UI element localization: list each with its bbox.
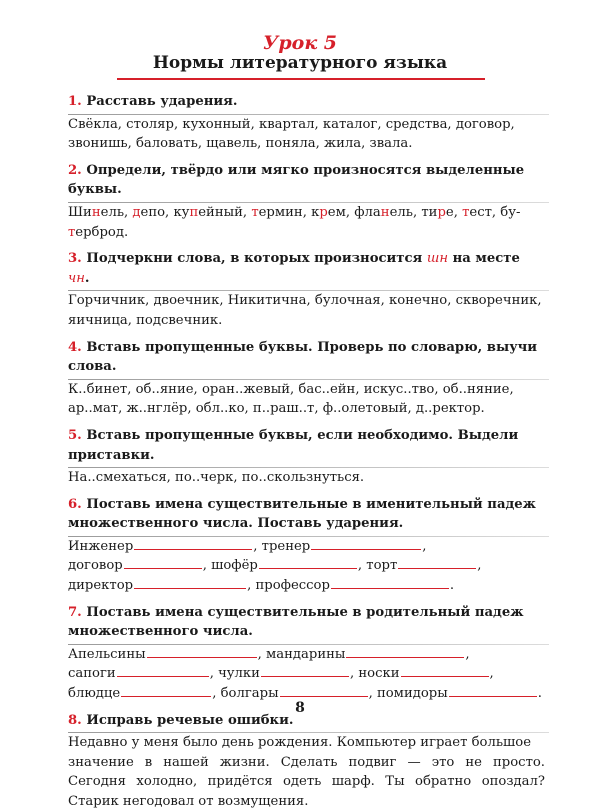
word-prompt: болгары: [220, 686, 279, 702]
fill-row: [68, 576, 545, 596]
fill-row: [68, 537, 545, 557]
task-4: [68, 338, 545, 419]
answer-blank[interactable]: [346, 645, 464, 658]
answer-blank[interactable]: [398, 556, 476, 569]
task-instruction: Расставь ударения.: [86, 94, 238, 109]
word-prompt: чулки: [218, 666, 260, 682]
word-part: ель,: [389, 204, 422, 220]
word-prompt: профессор: [255, 578, 330, 594]
fill-row: [68, 556, 545, 576]
task-7: [68, 603, 545, 704]
task-instruction: Определи, твёрдо или мягко произносятся выделенные буквы.: [68, 162, 525, 198]
separator: .: [537, 686, 542, 702]
highlighted-letter: р: [319, 204, 328, 220]
separator: ,: [465, 646, 470, 662]
answer-blank[interactable]: [117, 664, 209, 677]
task-body-line: Свёкла, столяр, кухонный, квартал, каталог, средства, договор,: [68, 116, 515, 132]
word-part: ерброд.: [75, 224, 129, 240]
word-prompt: торт: [366, 558, 398, 574]
task-body-line: [68, 223, 545, 243]
page-number: 8: [295, 700, 305, 716]
answer-blank[interactable]: [124, 556, 202, 569]
task-1-header: [68, 92, 545, 115]
task-body-line: На..смехаться, по..черк, по..скользнуться.: [68, 470, 365, 486]
highlighted-letter: п: [189, 204, 199, 220]
separator: ,: [253, 538, 262, 554]
word-part: ем,: [327, 204, 355, 220]
word-part: ель,: [100, 204, 133, 220]
task-body-line: [68, 203, 545, 223]
answer-blank[interactable]: [121, 684, 211, 697]
word-prompt: носки: [358, 666, 400, 682]
task-number: 2.: [68, 162, 82, 178]
separator: ,: [357, 558, 367, 574]
word-part: бу-: [500, 204, 521, 220]
separator: ,: [209, 666, 219, 682]
highlighted-letter: т: [68, 224, 76, 240]
task-2: [68, 161, 545, 242]
task-instruction: Поставь имена существительные в именительный падеж множественного числа. Поставь ударения.: [68, 496, 536, 532]
task-body-line: Недавно у меня было день рождения. Компьютер играет большое: [68, 735, 532, 751]
answer-blank[interactable]: [134, 576, 246, 589]
task-5-header: [68, 426, 545, 468]
separator: ,: [477, 558, 482, 574]
word-prompt: директор: [68, 578, 134, 594]
separator: ,: [247, 578, 256, 594]
separator: ,: [489, 666, 494, 682]
task-instruction: Вставь пропущенные буквы. Проверь по словарю, выучи слова.: [68, 339, 538, 375]
separator: ,: [202, 558, 212, 574]
word-part: ермин,: [258, 204, 312, 220]
task-body-paragraph: значение в нашей жизни. Сделать подвиг — это не просто. Сегодня холодно, придётся одеть шарф. Ты обратно опоздал? Старик негодовал от возмущения.: [68, 754, 545, 809]
word-prompt: договор: [68, 558, 123, 574]
task-body-line: ар..мат, ж..нглёр, обл..ко, п..раш..т, ф..олетовый, д..ректор.: [68, 401, 485, 417]
task-body-line: яичница, подсвечник.: [68, 312, 223, 328]
highlighted-letter: д: [132, 204, 141, 220]
task-number: 8.: [68, 712, 82, 728]
page-title: Нормы литературного языка: [152, 53, 448, 73]
highlighted-letter: т: [462, 204, 470, 220]
answer-blank[interactable]: [280, 684, 368, 697]
word-prompt: блюдце: [68, 686, 121, 702]
task-body-line: звонишь, баловать, щавель, поняла, жила, звала.: [68, 136, 413, 152]
task-instruction: на месте: [448, 251, 520, 267]
word-part: Ши: [68, 204, 92, 220]
letter-combination: чн: [68, 270, 85, 286]
task-instruction: Исправь речевые ошибки.: [86, 712, 294, 728]
word-prompt: помидоры: [376, 686, 448, 702]
answer-blank[interactable]: [134, 537, 252, 550]
highlighted-letter: н: [91, 204, 101, 220]
task-6-header: [68, 495, 545, 537]
task-6: [68, 495, 545, 596]
task-8: [68, 711, 545, 812]
answer-blank[interactable]: [147, 645, 257, 658]
task-instruction: Подчеркни слова, в которых произносится: [86, 251, 427, 267]
highlighted-letter: н: [380, 204, 390, 220]
separator: .: [449, 578, 455, 594]
word-part: к: [311, 204, 320, 220]
word-part: ку: [173, 204, 190, 220]
task-body-line: К..бинет, об..яние, оран..жевый, бас..ейн, искус..тво, об..няние,: [68, 381, 514, 397]
highlighted-letter: т: [251, 204, 259, 220]
word-prompt: мандарины: [266, 646, 346, 662]
task-number: 5.: [68, 427, 82, 443]
answer-blank[interactable]: [401, 664, 489, 677]
task-instruction: Вставь пропущенные буквы, если необходимо. Выдели приставки.: [68, 427, 519, 463]
task-instruction: .: [84, 270, 90, 286]
separator: ,: [349, 666, 359, 682]
word-prompt: Инженер: [68, 538, 134, 554]
word-part: ти: [421, 204, 438, 220]
answer-blank[interactable]: [261, 664, 349, 677]
word-part: фла: [354, 204, 381, 220]
separator: ,: [257, 646, 266, 662]
task-number: 1.: [68, 94, 82, 109]
word-part: ейный,: [198, 204, 252, 220]
fill-row: [68, 645, 545, 665]
word-part: ест,: [469, 204, 501, 220]
lesson-label: Урок 5: [262, 32, 338, 54]
task-3: [68, 249, 545, 330]
task-5: [68, 426, 545, 488]
word-part: е,: [445, 204, 463, 220]
answer-blank[interactable]: [331, 576, 449, 589]
separator: ,: [212, 686, 221, 702]
word-prompt: Апельсины: [68, 646, 146, 662]
word-part: епо,: [140, 204, 174, 220]
task-number: 6.: [68, 496, 82, 512]
answer-blank[interactable]: [311, 537, 421, 550]
answer-blank[interactable]: [449, 684, 537, 697]
task-7-header: [68, 603, 545, 645]
fill-row: [68, 664, 545, 684]
task-4-header: [68, 338, 545, 380]
title-underline: [117, 78, 485, 80]
word-prompt: тренер: [261, 538, 311, 554]
separator: ,: [422, 538, 427, 554]
answer-blank[interactable]: [259, 556, 357, 569]
word-prompt: сапоги: [68, 666, 116, 682]
task-number: 4.: [68, 339, 82, 355]
task-number: 7.: [68, 604, 82, 620]
task-3-header: [68, 249, 545, 291]
letter-combination: шн: [426, 251, 449, 267]
task-1: [68, 92, 545, 154]
task-2-header: [68, 161, 545, 203]
highlighted-letter: р: [437, 204, 446, 220]
task-instruction: Поставь имена существительные в родительный падеж множественного числа.: [68, 604, 524, 640]
separator: ,: [368, 686, 377, 702]
task-body-line: Горчичник, двоечник, Никитична, булочная, конечно, скворечник,: [68, 293, 542, 309]
task-number: 3.: [68, 251, 82, 267]
word-prompt: шофёр: [211, 558, 258, 574]
